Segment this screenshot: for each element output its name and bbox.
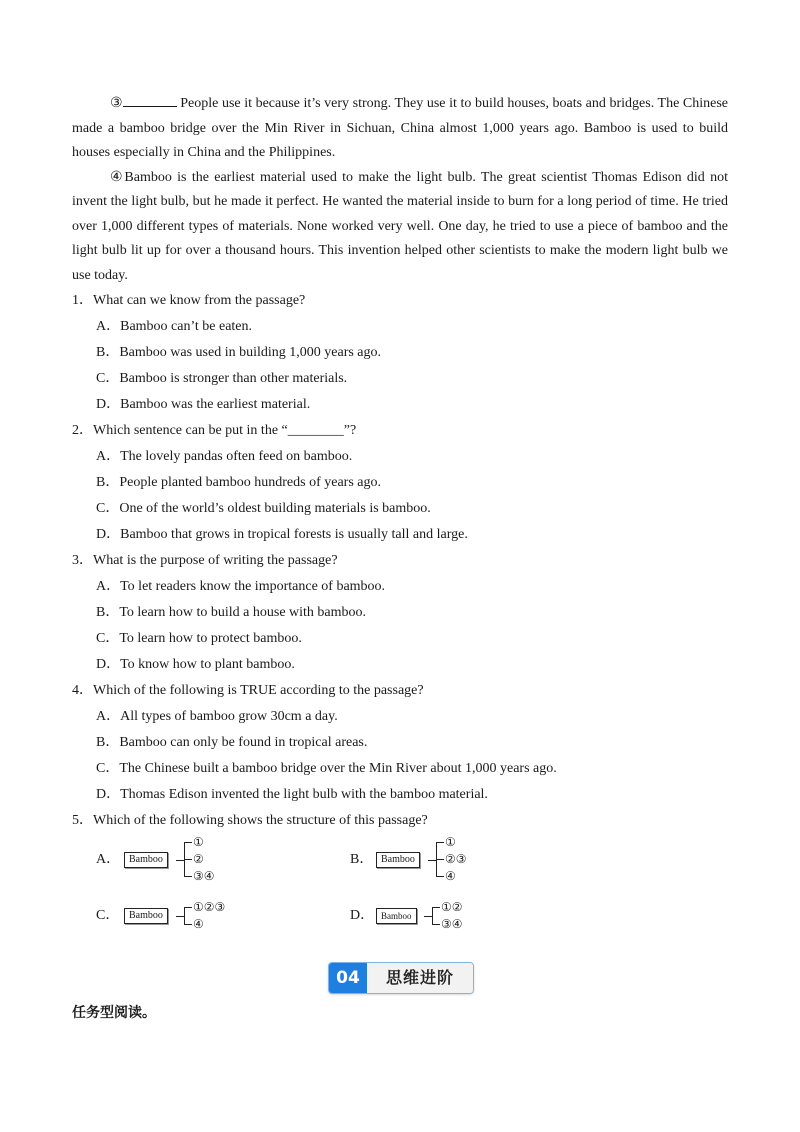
option-a: A．All types of bamboo grow 30cm a day. (96, 709, 338, 724)
bamboo-box: Bamboo (376, 908, 417, 924)
option-a: A．To let readers know the importance of bamboo. (96, 579, 386, 594)
option-b: B．Bamboo can only be found in tropical areas. (96, 735, 368, 750)
branch-tick (436, 876, 444, 877)
option-d: D．Thomas Edison invented the light bulb with the bamboo material. (96, 787, 488, 802)
section-number: 04 (329, 963, 367, 993)
branch-tick (436, 842, 444, 843)
question-1 (72, 288, 728, 418)
option-a: A．The lovely pandas often feed on bamboo. (96, 449, 353, 464)
option-a: A．Bamboo can’t be eaten. (96, 319, 253, 334)
option-d: D．Bamboo that grows in tropical forests is usually tall and large. (96, 527, 468, 542)
branch-label: ③④ (441, 917, 463, 931)
connector-line (428, 860, 436, 861)
bamboo-box: Bamboo (376, 852, 420, 868)
paragraph-3 (72, 92, 728, 166)
branch-tick (432, 907, 440, 908)
paragraph-text: People use it because it’s very strong. They use it to build houses, boats and bridges. The Chinese made a bamboo bridge over the Min River in Sichuan, China almost 1,000 years ago. Bamboo is used to build houses especially in China and the Philippines. (72, 96, 728, 160)
option-d: D．To know how to plant bamboo. (96, 657, 295, 672)
question-stem: 4．Which of the following is TRUE according to the passage? (72, 683, 424, 698)
connector-line (176, 860, 184, 861)
branch-tick (436, 859, 444, 860)
question-4 (72, 678, 728, 808)
branch-tick (432, 924, 440, 925)
branch-tick (184, 907, 192, 908)
answer-blank (123, 92, 177, 107)
branch-label: ① (193, 835, 204, 849)
paragraph-text: Bamboo is the earliest material used to make the light bulb. The great scientist Thomas Edison did not invent the light bulb, but he made it perfect. He wanted the material inside to burn for a long period of time. He tried over 1,000 different types of materials. None worked very well. One day, he tried to use a piece of bamboo and the light bulb lit up for over a thousand hours. This invention helped other scientists to make the modern light bulb we use today. (72, 169, 729, 283)
branch-tick (184, 876, 192, 877)
question-5 (72, 808, 728, 946)
branch-label: ② (193, 852, 204, 866)
question-stem: 5．Which of the following shows the structure of this passage? (72, 813, 428, 828)
branch-tick (184, 924, 192, 925)
branch-label: ③④ (193, 869, 215, 883)
option-c: C．Bamboo is stronger than other materials. (96, 371, 348, 386)
branch-label: ①②③ (193, 900, 226, 914)
task-label: 任务型阅读。 (72, 1005, 156, 1021)
option-b: B．To learn how to build a house with bamboo. (96, 605, 367, 620)
question-stem: 2．Which sentence can be put in the “________”? (72, 423, 357, 438)
branch-label: ① (445, 835, 456, 849)
option-c: C．The Chinese built a bamboo bridge over the Min River about 1,000 years ago. (96, 761, 557, 776)
structure-row-2 (72, 890, 728, 946)
branch-label: ④ (193, 917, 204, 931)
option-letter: B． (350, 852, 374, 867)
option-d: D．Bamboo was the earliest material. (96, 397, 311, 412)
paragraph-marker: ③ (110, 96, 123, 111)
branch-tick (184, 859, 192, 860)
section-badge (328, 962, 474, 994)
bracket-line (184, 907, 185, 925)
structure-row-1 (72, 834, 728, 890)
structure-option-b (326, 834, 626, 890)
bamboo-box: Bamboo (124, 908, 168, 924)
branch-label: ②③ (445, 852, 467, 866)
connector-line (176, 916, 184, 917)
question-3 (72, 548, 728, 678)
document-body (72, 92, 728, 946)
branch-label: ④ (445, 869, 456, 883)
option-b: B．People planted bamboo hundreds of years ago. (96, 475, 381, 490)
option-letter: C． (96, 908, 120, 923)
option-letter: D． (350, 908, 375, 923)
connector-line (424, 916, 432, 917)
option-c: C．To learn how to protect bamboo. (96, 631, 302, 646)
section-title: 思维进阶 (367, 963, 473, 993)
paragraph-4 (72, 166, 728, 289)
question-stem: 1．What can we know from the passage? (72, 293, 306, 308)
question-stem: 3．What is the purpose of writing the passage? (72, 553, 338, 568)
paragraph-marker: ④ (110, 169, 125, 185)
branch-tick (184, 842, 192, 843)
option-b: B．Bamboo was used in building 1,000 years ago. (96, 345, 382, 360)
bamboo-box: Bamboo (124, 852, 168, 868)
question-2 (72, 418, 728, 548)
branch-label: ①② (441, 900, 463, 914)
option-c: C．One of the world’s oldest building materials is bamboo. (96, 501, 431, 516)
option-letter: A． (96, 852, 121, 867)
structure-option-d (326, 890, 626, 946)
bracket-line (432, 907, 433, 925)
